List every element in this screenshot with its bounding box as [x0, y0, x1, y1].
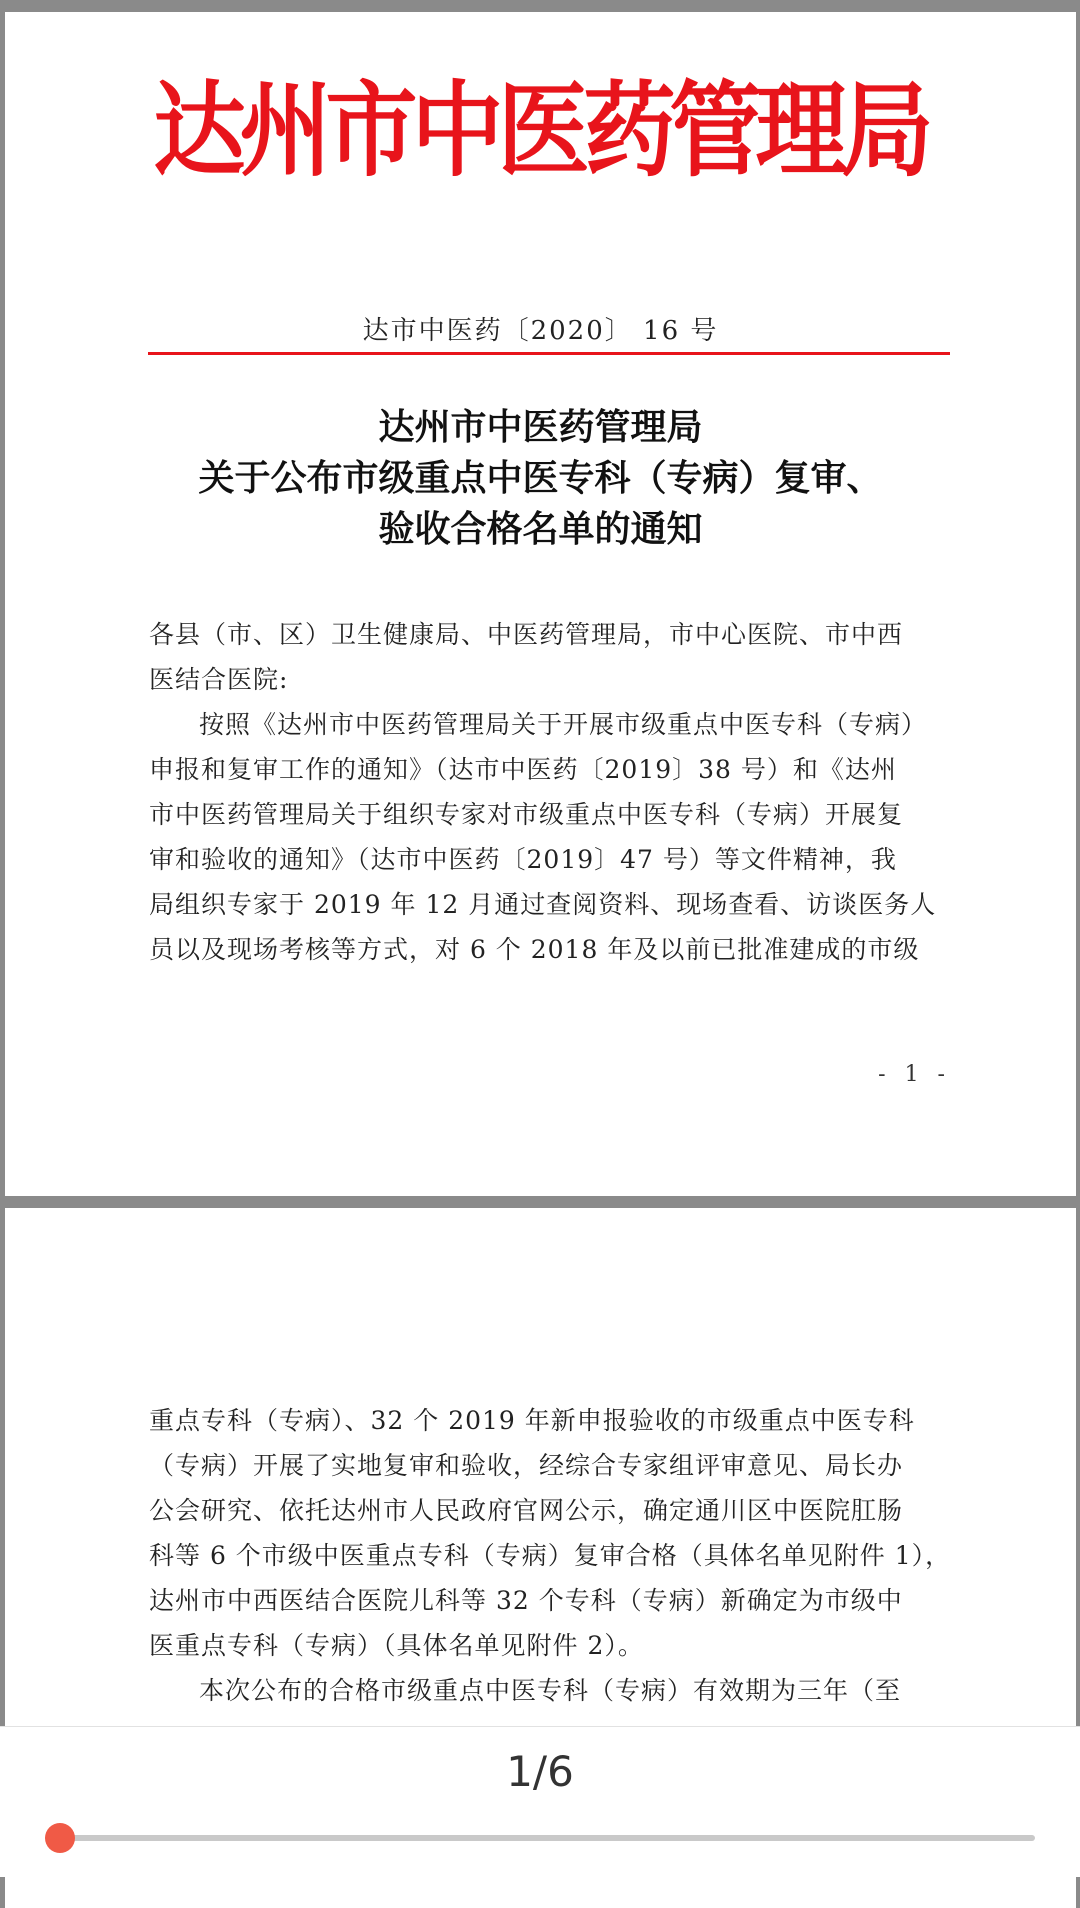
body-line: 医结合医院:: [149, 665, 289, 694]
body-line: 局组织专家于 2019 年 12 月通过查阅资料、现场查看、访谈医务人: [149, 890, 937, 919]
notice-title-line: 达州市中医药管理局: [378, 406, 703, 448]
body-line: （专病）开展了实地复审和验收，经综合专家组评审意见、局长办: [149, 1451, 904, 1480]
body-line: 申报和复审工作的通知》（达市中医药〔2019〕38 号）和《达州: [149, 755, 897, 784]
body-line: 本次公布的合格市级重点中医专科（专病）有效期为三年（至: [199, 1676, 902, 1705]
body-line: 重点专科（专病）、32 个 2019 年新申报验收的市级重点中医专科: [149, 1406, 915, 1435]
notice-title-line: 关于公布市级重点中医专科（专病）复审、: [198, 457, 883, 499]
page-number: - 1 -: [878, 1062, 951, 1087]
document-number: 达市中医药〔2020〕 16 号: [362, 316, 719, 346]
body-line: 公会研究、依托达州市人民政府官网公示，确定通川区中医院肛肠: [149, 1496, 904, 1525]
body-line: 按照《达州市中医药管理局关于开展市级重点中医专科（专病）: [199, 710, 928, 739]
notice-title: [5, 402, 1076, 555]
page-indicator: 1/6: [506, 1747, 574, 1796]
page-slider-thumb[interactable]: [45, 1823, 75, 1853]
page-slider-track[interactable]: [45, 1835, 1035, 1841]
body-line: 医重点专科（专病）（具体名单见附件 2）。: [149, 1631, 644, 1660]
body-line: 达州市中西医结合医院儿科等 32 个专科（专病）新确定为市级中: [149, 1586, 903, 1615]
body-line: 科等 6 个市级中医重点专科（专病）复审合格（具体名单见附件 1），: [149, 1541, 952, 1570]
notice-title-line: 验收合格名单的通知: [378, 508, 703, 550]
body-line: 各县（市、区）卫生健康局、中医药管理局，市中心医院、市中西: [149, 620, 904, 649]
body-line: 员以及现场考核等方式，对 6 个 2018 年及以前已批准建成的市级: [149, 935, 920, 964]
red-divider: [148, 352, 950, 355]
document-page-1: [5, 12, 1076, 1196]
letterhead-title: 达州市中医药管理局: [153, 69, 928, 191]
body-line: 市中医药管理局关于组织专家对市级重点中医专科（专病）开展复: [149, 800, 904, 829]
notice-body-page-1: [149, 612, 949, 972]
viewer-bottom-bar: [0, 1726, 1080, 1877]
body-line: 审和验收的通知》（达市中医药〔2019〕47 号）等文件精神，我: [149, 845, 897, 874]
notice-body-page-2: [149, 1398, 952, 1713]
